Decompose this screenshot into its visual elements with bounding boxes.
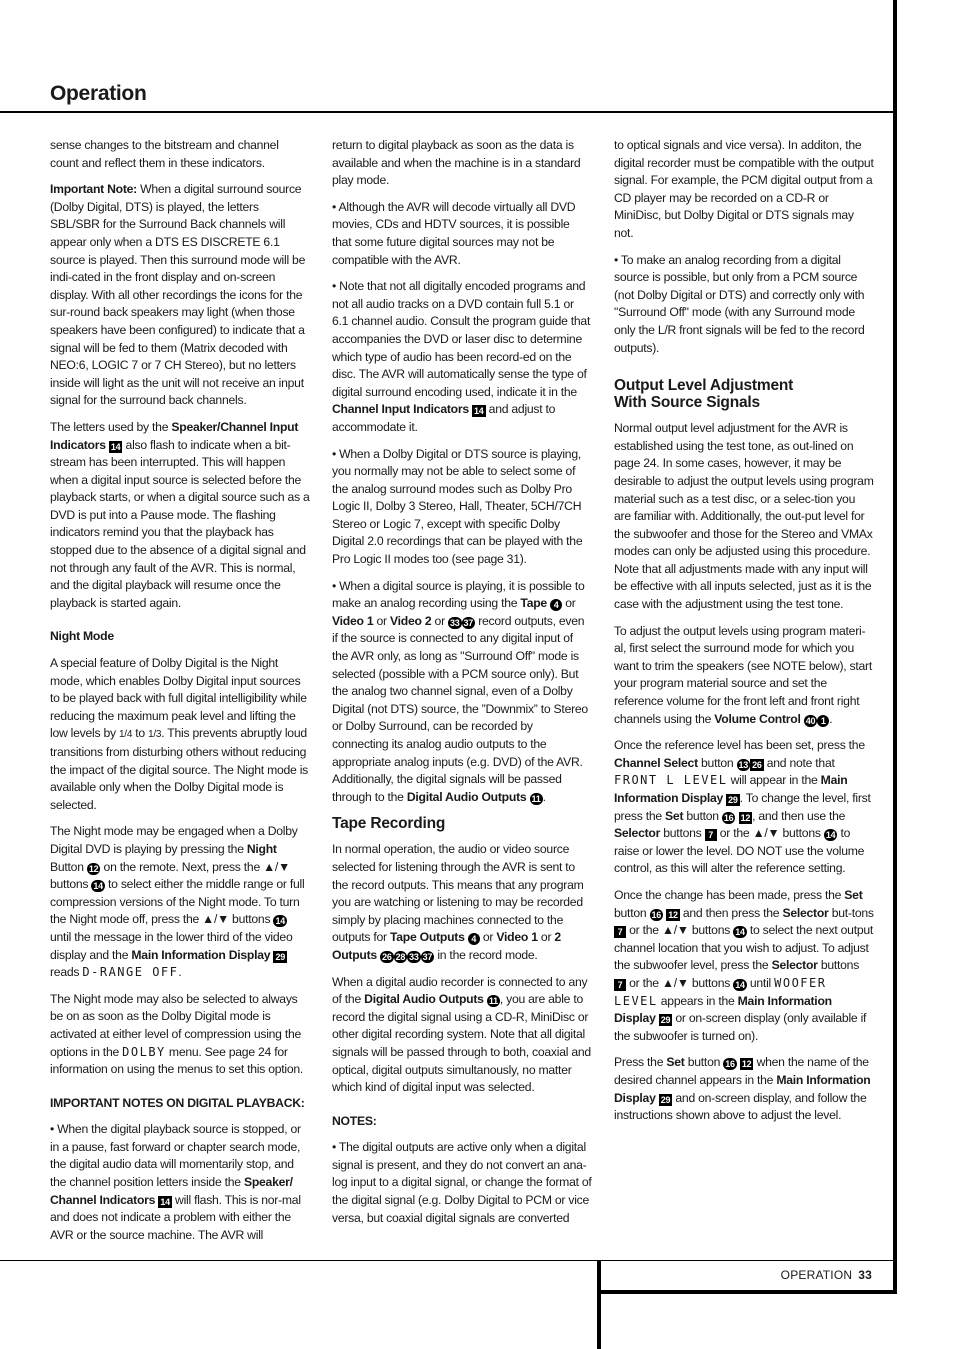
paragraph: to optical signals and vice versa). In additon, the digital recorder must be compatible with the output signal. For example, the PCM digital output from a CD player may be recorded on a CD-R or MiniDisc, but Dolby Digital or DTS signals may not. <box>614 138 874 240</box>
callout-badge: 29 <box>660 1015 671 1026</box>
callout-badge: 7 <box>614 926 626 938</box>
paragraph: Press the Set button 16 12 when the name of the desired channel appears in the Main Information Display 29 and on-screen display, and follow the instructions shown above to adjust the level. <box>614 1055 871 1123</box>
callout-badge: 14 <box>93 881 103 892</box>
paragraph: sense changes to the bitstream and channel count and reflect them in these indicators. <box>50 138 279 170</box>
paragraph: A special feature of Dolby Digital is the Night mode, which enables Dolby Digital input sources to be played back with full digital intelligibility while reducing the maximum peak level and lifting the low levels by 1/4 to 1/3. This prevents abruptly loud transitions from disturbing others without reducing the impact of the digital source. The Night mode is available only when the Dolby Digital mode is selected. <box>50 656 308 812</box>
callout-badge: 29 <box>728 795 738 805</box>
callout-badge: 26 <box>382 951 392 962</box>
header-rule <box>0 111 896 113</box>
callout-badge: 4 <box>468 933 480 945</box>
column-1 <box>50 137 310 1253</box>
callout-badge: 26 <box>752 759 762 770</box>
column-3 <box>614 137 874 1134</box>
callout-badge: 16 <box>725 1059 735 1070</box>
display-text: DOLBY <box>122 1044 166 1059</box>
callout-badge: 14 <box>474 406 484 417</box>
section-heading: Night Mode <box>50 629 114 644</box>
section-heading: Tape Recording <box>332 815 446 833</box>
callout-badge: 14 <box>160 1196 170 1207</box>
display-text: D-RANGE OFF <box>82 965 179 980</box>
callout-badge: 11 <box>531 793 541 804</box>
callout-badge: 11 <box>488 996 498 1007</box>
callout-badge: 14 <box>735 979 745 990</box>
right-margin-bar <box>893 0 897 1294</box>
page-title: Operation <box>50 82 147 105</box>
callout-badge: 12 <box>740 812 751 823</box>
callout-badge: 14 <box>275 916 285 927</box>
paragraph: return to digital playback as soon as the data is available and when the machine is in a standard play mode. <box>332 138 581 188</box>
footer-section: OPERATION <box>780 1268 853 1282</box>
paragraph: The letters used by the Speaker/Channel Input Indicators 14 also flash to indicate when a bit-stream has been interrupted. This will happen when a digital input source is selected before the playback starts, or when a digital source such as a DVD is put into a Pause mode. The flashing indicators remind you that the playback has stopped due to the absence of a digital signal and not through any fault of the AVR. This is normal, and the digital playback will resume once the playback is started again. <box>50 419 310 610</box>
paragraph: • Note that not all digitally encoded programs and not all audio tracks on a DVD contain full 5.1 or 6.1 channel audio. Consult the program guide that accompanies the DVD or laser disc to determine which type of audio has been record-ed on the disc. The AVR will automatically sense the type of digital surround encoding used, indicate it in the Channel Input Indicators 14 and adjust to accommodate it. <box>332 279 591 434</box>
callout-badge: 33 <box>409 951 419 962</box>
display-text: FRONT L LEVEL <box>614 773 728 788</box>
paragraph: Normal output level adjustment for the AVR is established using the test tone, as out-lined on page 24. In some cases, however, it may be desirable to adjust the output levels using program material such as a test disc, or a selec-tion you are familiar with. Additionally, the out-put level for the subwoofer and those for the Stereo and VMAx modes can only be adjusted using this procedure. Note that all adjustments made with any input will be effective with all inputs selected, just as it is the case with the adjustment using the test tone. <box>614 421 874 612</box>
page-number: 33 <box>858 1268 872 1282</box>
paragraph: • When a digital source is playing, it is possible to make an analog recording using the Tape 4 or Video 1 or Video 2 or 33 37 record outputs, even if the source is connected to any digital input of the AVR only, as long as "Surround Off" mode is selected (possible with a PCM source only). But the analog two channel signal, even of a Dolby Digital (not DTS) source, the ”Downmix” to Stereo or Dolby Surround, can be recorded by connecting its analog audio outputs to the appropriate analog inputs (e.g. DVD) of the AVR. Additionally, the digital signals will be passed through to the Digital Audio Outputs 11 . <box>332 578 588 804</box>
section-heading: Output Level Adjustment With Source Signals <box>614 377 794 412</box>
paragraph: In normal operation, the audio or video source selected for listening through the AVR is sent to the record outputs. This means that any program you are watching or listening to may be recorded simply by placing machines connected to the outputs for Tape Outputs 4 or Video 1 or 2 Outputs 26 28 33 37 in the record mode. <box>332 842 584 962</box>
paragraph: • The digital outputs are active only when a digital signal is present, and they do not convert an ana-log input to a digital signal, or change the format of the digital signal (e.g. Dolby Digital to PCM or vice versa, but coaxial digital signals are converted <box>332 1140 592 1225</box>
callout-badge: 12 <box>668 909 678 920</box>
callout-badge: 12 <box>88 863 99 874</box>
callout-badge: 4 <box>550 599 562 611</box>
paragraph: • When the digital playback source is stopped, or in a pause, fast forward or chapter search mode, the digital audio data will momentarily stop, and the channel position letters inside the Speaker/ Channel Indicators 14 will flash. This is nor-mal and does not indicate a problem with either the AVR or the source machine. The AVR will <box>50 1122 301 1242</box>
callout-badge: 14 <box>825 830 836 841</box>
paragraph: The Night mode may also be selected to always be on as soon as the Dolby Digital mode is activated at either level of compression using the options in the DOLBY menu. See page 24 for information on using the menus to set this option. <box>50 991 304 1077</box>
paragraph: When a digital audio recorder is connected to any of the Digital Audio Outputs 11 , you are able to record the digital signal using a CD-R, MiniDisc or other digital recording system. Note that all digital signals will be passed through to both, coaxial and optical, digital outputs simultanously, no matter which kind of digital input was selected. <box>332 974 591 1095</box>
callout-badge: 29 <box>275 951 285 962</box>
callout-badge: 37 <box>422 951 433 962</box>
paragraph: The Night mode may be engaged when a Dolby Digital DVD is playing by pressing the Night Button 12 on the remote. Next, press the ▲/▼ buttons 14 to select either the middle range or full compression versions of the Night mode. To turn the Night mode off, press the ▲/▼ buttons 14 until the message in the lower third of the video display and the Main Information Display 29 reads D-RANGE OFF. <box>50 824 305 980</box>
paragraph: Once the change has been made, press the Set button 16 12 and then press the Selector but-tons 7 or the ▲/▼ buttons 14 to select the next output channel location that you wish to adjust. To adjust the subwoofer level, press the Selector buttons 7 or the ▲/▼ buttons 14 until WOOFER LEVEL appears in the Main Information Display 29 or on-screen display (only available if the subwoofer is turned on). <box>614 887 874 1043</box>
callout-badge: 37 <box>463 617 474 628</box>
callout-badge: 33 <box>450 617 460 628</box>
section-heading: NOTES: <box>332 1113 377 1128</box>
callout-badge: 7 <box>705 829 717 841</box>
bottom-bar <box>597 1294 601 1349</box>
paragraph: • To make an analog recording from a digital source is possible, but only from a PCM source (not Dolby Digital or DTS) and correctly only with "Surround Off" mode (with any Surround mode only the L/R front signals will be fed to the record outputs). <box>614 252 865 355</box>
page-footer <box>781 1268 872 1282</box>
paragraph: To adjust the output levels using program materi-al, first select the surround mode for which you want to trim the speakers (see NOTE below), start your program material source and set the reference volume for the front left and front right channels using the Volume Control 40 1 . <box>614 623 872 726</box>
callout-badge: 16 <box>723 812 734 823</box>
section-heading: IMPORTANT NOTES ON DIGITAL PLAYBACK: <box>50 1095 305 1110</box>
paragraph: • When a Dolby Digital or DTS source is playing, you normally may not be able to select some of the analog surround modes such as Dolby Pro Logic II, Dolby 3 Stereo, Hall, Theater, 5CH/7CH Stereo or Logic 7, except with specific Dolby Digital 2.0 recordings that can be played with the Pro Logic II modes too (see page 31). <box>332 446 583 567</box>
paragraph: Once the reference level has been set, press the Channel Select button 13 26 and note that FRONT L LEVEL will appear in the Main Information Display 29 . To change the level, first press the Set button 16 12 , and then use the Selector buttons 7 or the ▲/▼ buttons 14 to raise or lower the level. DO NOT use the volume control, as this will alter the reference setting. <box>614 738 871 876</box>
callout-badge: 7 <box>614 979 626 991</box>
callout-badge: 29 <box>660 1094 671 1105</box>
callout-badge: 40 <box>805 715 816 726</box>
paragraph: Important Note: When a digital surround source (Dolby Digital, DTS) is played, the letters SBL/SBR for the Surround Back channels will appear only when a DTS ES DISCRETE 6.1 source is played. Then this surround mode will be indi-cated in the front display and on-screen display. With all other recordings the icons for the sur-round back speakers may light (when those speakers have been configured) to indicate that a signal will be fed to them (Matrix decoded with NEO:6, LOGIC 7 or 7 CH Stereo), but no letters inside will light as the unit will not receive an input signal for the surround back channels. <box>50 182 306 408</box>
callout-badge: 13 <box>738 759 749 770</box>
callout-badge: 1 <box>817 715 829 727</box>
column-2 <box>332 137 592 1236</box>
callout-badge: 14 <box>110 441 121 452</box>
callout-badge: 28 <box>395 951 406 962</box>
callout-badge: 16 <box>651 909 662 920</box>
display-text: WOOFER LEVEL <box>614 975 827 1008</box>
callout-badge: 12 <box>741 1059 752 1070</box>
paragraph: • Although the AVR will decode virtually all DVD movies, CDs and HDTV sources, it is possible that some future digital sources may not be compatible with the AVR. <box>332 199 576 267</box>
callout-badge: 14 <box>735 927 745 938</box>
